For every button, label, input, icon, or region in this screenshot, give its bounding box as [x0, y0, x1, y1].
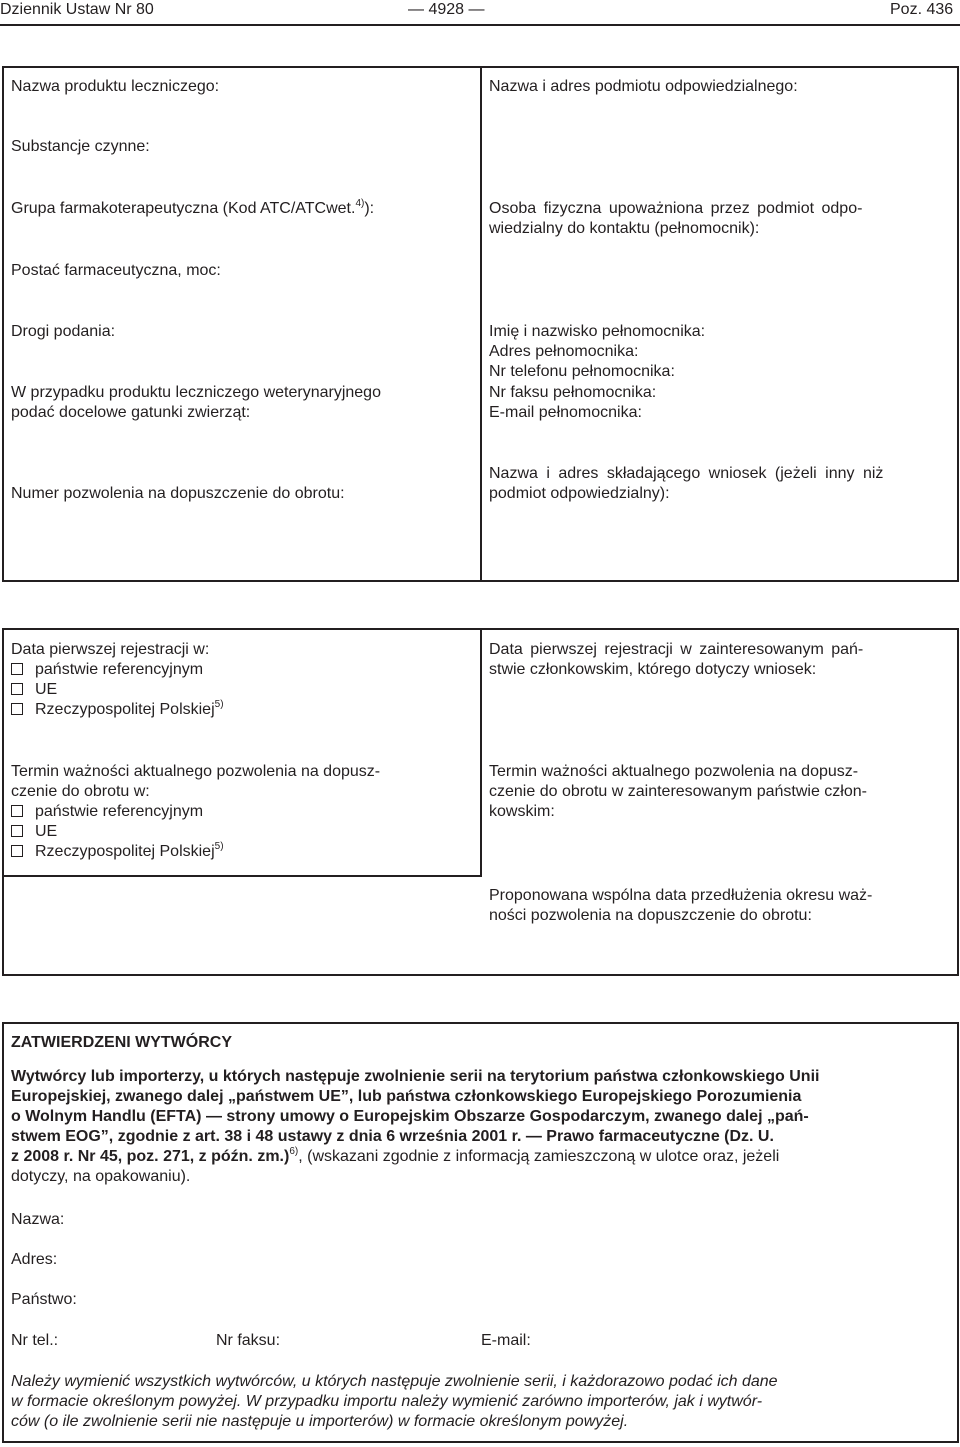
position-number: Poz. 436: [890, 1, 954, 18]
eu-checkbox[interactable]: [11, 683, 23, 695]
validity-member-line1: Termin ważności aktualnego pozwolenia na dopusz-: [489, 763, 859, 780]
manufacturers-title: ZATWIERDZENI WYTWÓRCY: [11, 1034, 233, 1051]
manufacturers-text-line2: Europejskiej, zwanego dalej „państwem UE”, lub państwa członkowskiego Europejskiego Porozumienia: [11, 1088, 802, 1105]
proxy-name-label: Imię i nazwisko pełnomocnika:: [489, 323, 706, 340]
validity-line2: czenie do obrotu w:: [11, 783, 150, 800]
authorized-person-line2: wiedzialny do kontaktu (pełnomocnik):: [489, 220, 760, 237]
note-line2: w formacie określonym powyżej. W przypadku importu należy wymienić zarówno importerów, jak i wytwór-: [11, 1393, 763, 1410]
authorization-number-label: Numer pozwolenia na dopuszczenie do obrotu:: [11, 485, 345, 502]
validity-option-eu: UE: [11, 822, 57, 842]
proxy-fax-label: Nr faksu pełnomocnika:: [489, 384, 657, 401]
manufacturer-address-label: Adres:: [11, 1251, 58, 1268]
header-rule: [0, 24, 960, 26]
manufacturer-phone-label: Nr tel.:: [11, 1332, 59, 1349]
reference-state-checkbox[interactable]: [11, 663, 23, 675]
manufacturers-text-line5: z 2008 r. Nr 45, poz. 271, z późn. zm.)$^{6)}$, (wskazani zgodnie z informacją zamieszczoną w ulotce oraz, jeżeli: [11, 1146, 780, 1165]
option-poland: Rzeczypospolitej Polskiej$^{5)}$: [11, 700, 224, 720]
journal-title: Dziennik Ustaw Nr 80: [0, 1, 154, 18]
validity-member-line2: czenie do obrotu w zainteresowanym państwie człon-: [489, 783, 867, 800]
first-registration-member-line1: Data pierwszej rejestracji w zainteresowanym pań-: [489, 641, 864, 658]
manufacturers-text-line6: dotyczy, na opakowaniu).: [11, 1168, 191, 1185]
manufacturers-text-line4: stwem EOG”, zgodnie z art. 38 i 48 ustawy z dnia 6 września 2001 r. — Prawo farmaceutyczne (Dz. U.: [11, 1128, 774, 1145]
validity-member-line3: kowskim:: [489, 803, 555, 820]
validity-option-reference-state: państwie referencyjnym: [11, 802, 203, 822]
proposed-date-line2: ności pozwolenia na dopuszczenie do obrotu:: [489, 907, 812, 924]
manufacturer-email-label: E-mail:: [481, 1332, 531, 1349]
first-registration-member-line2: stwie członkowskim, którego dotyczy wniosek:: [489, 661, 817, 678]
product-info-divider: [480, 66, 482, 582]
validity-reference-state-checkbox[interactable]: [11, 805, 23, 817]
registration-divider: [480, 628, 482, 876]
veterinary-species-line1: W przypadku produktu leczniczego weterynaryjnego: [11, 384, 381, 401]
manufacturers-text-line3: o Wolnym Handlu (EFTA) — strony umowy o Europejskim Obszarze Gospodarczym, zwanego dalej „pań-: [11, 1108, 809, 1125]
manufacturer-country-label: Państwo:: [11, 1291, 77, 1308]
option-reference-state: państwie referencyjnym: [11, 660, 203, 680]
pharmaceutical-form-label: Postać farmaceutyczna, moc:: [11, 262, 221, 279]
active-substances-label: Substancje czynne:: [11, 138, 150, 155]
proposed-date-line1: Proponowana wspólna data przedłużenia okresu waż-: [489, 887, 873, 904]
proxy-phone-label: Nr telefonu pełnomocnika:: [489, 363, 675, 380]
routes-label: Drogi podania:: [11, 323, 116, 340]
proxy-address-label: Adres pełnomocnika:: [489, 343, 639, 360]
validity-poland-checkbox[interactable]: [11, 845, 23, 857]
registration-left-rule: [2, 875, 482, 877]
page-number: — 4928 —: [408, 1, 485, 18]
pharmacotherapeutic-group-label: Grupa farmakoterapeutyczna (Kod ATC/ATCwet.$^{4)}$):: [11, 198, 375, 217]
option-eu: UE: [11, 680, 57, 700]
proxy-email-label: E-mail pełnomocnika:: [489, 404, 642, 421]
applicant-line2: podmiot odpowiedzialny):: [489, 485, 670, 502]
manufacturers-text-line1: Wytwórcy lub importerzy, u których następuje zwolnienie serii na terytorium państwa członkowskiego Unii: [11, 1068, 820, 1085]
applicant-line1: Nazwa i adres składającego wniosek (jeżeli inny niż: [489, 465, 884, 482]
product-name-label: Nazwa produktu leczniczego:: [11, 78, 220, 95]
manufacturer-name-label: Nazwa:: [11, 1211, 65, 1228]
manufacturer-fax-label: Nr faksu:: [216, 1332, 281, 1349]
validity-eu-checkbox[interactable]: [11, 825, 23, 837]
first-registration-label: Data pierwszej rejestracji w:: [11, 641, 210, 658]
responsible-entity-label: Nazwa i adres podmiotu odpowiedzialnego:: [489, 78, 798, 95]
validity-line1: Termin ważności aktualnego pozwolenia na dopusz-: [11, 763, 381, 780]
page-header: [0, 0, 960, 22]
veterinary-species-line2: podać docelowe gatunki zwierząt:: [11, 404, 251, 421]
validity-option-poland: Rzeczypospolitej Polskiej$^{5)}$: [11, 842, 224, 862]
note-line1: Należy wymienić wszystkich wytwórców, u których następuje zwolnienie serii, i każdorazowo podać ich dane: [11, 1373, 778, 1390]
poland-checkbox[interactable]: [11, 703, 23, 715]
authorized-person-line1: Osoba fizyczna upoważniona przez podmiot odpo-: [489, 200, 863, 217]
note-line3: ców (o ile zwolnienie serii nie następuje u importerów) w formacie określonym powyżej.: [11, 1413, 629, 1430]
